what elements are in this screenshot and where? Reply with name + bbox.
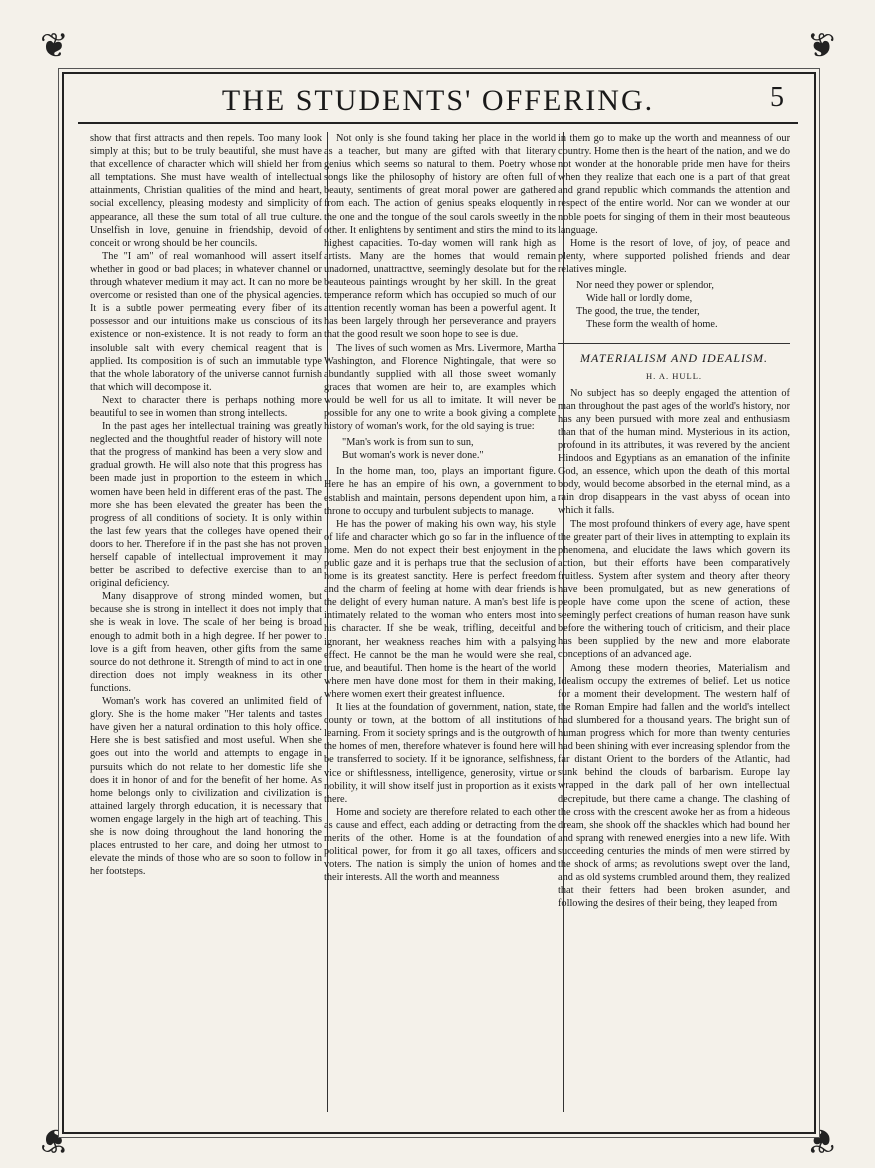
poem — [576, 279, 790, 331]
verse-line: But woman's work is never done." — [342, 450, 484, 462]
column-2 — [324, 132, 556, 1112]
column-1 — [90, 132, 322, 1112]
paragraph: Among these modern theories, Materialism and Idealism occupy the extremes of belief. Let us notice for a moment their development. The western half of the Roman Empire had fallen and the world's intellect had slumbered for a thousand years. The bright sun of human progress which for more than twenty centuries had been shining with ever increasing splendor from the far distant Orient to the borders of the Atlantic, had sunk behind the clouds of barbarism. Europe lay wrapped in the dark pall of her own intellectual decrepitude, but there came a change. The clashing of the cross with the crescent awoke her as from a hideous dream, she shook off the shackles which had bound her and sprang with renewed energies into a new life. With succeeding centuries the minds of men were stirred by the shock of arms; as revolutions swept over the land, and as old systems crumbled around them, they realized that their fetters had been broken asunder, and following the desires of their being, they leaped from — [558, 662, 790, 910]
article-author: H. A. HULL. — [645, 370, 703, 381]
corner-ornament-icon: ❦ — [40, 28, 69, 65]
paragraph: Many disapprove of strong minded women, but because she is strong in intellect it does not imply that she is weak in love. The scale of her being is broad enough to admit both in a high degree. If her power to love is a gift from heaven, other gifts from the same source do not dethrone it. Strength of mind to act in one direction does not imply weakness in its other functions. — [90, 591, 322, 694]
verse-line: These form the wealth of home. — [586, 319, 718, 331]
corner-ornament-icon: ❦ — [806, 28, 835, 65]
paragraph: The lives of such women as Mrs. Livermore, Martha Washington, and Florence Nightingale, that were so abundantly supplied with all those sweet womanly graces that women are heir to, are examples which would be well for us all to imitate. It will never be possible for any one to write a book giving a complete history of woman's work, for the old saying is true: — [324, 342, 556, 433]
corner-ornament-icon: ❦ — [806, 1121, 835, 1158]
paragraph: No subject has so deeply engaged the attention of man throughout the past ages of the world's history, nor has any been pursued with more zeal and enthusiasm than that of the human mind. Mysterious in its action, profound in its attributes, it was revered by the ancient Hindoos and Egyptians as an emanation of the infinite God, an essence, which upon the death of this mortal body, would become absorbed in the eternal mind, as a rain drop disappears in the vast abyss of ocean into which it falls. — [558, 387, 790, 517]
verse-line: Nor need they power or splendor, — [576, 280, 714, 292]
page-title: THE STUDENTS' OFFERING. — [221, 84, 655, 117]
column-3 — [558, 132, 790, 1112]
paragraph: It lies at the foundation of government, nation, state, county or town, at the bottom of all institutions of learning. From it society springs and is the outgrowth of the homes of men, therefore whatever is found here will be transferred to society. If it be ignorance, selfishness, vice or shiftlessness, intelligence, generosity, virtue or nobility, it will show itself just in proportion as it exists there. — [324, 702, 556, 805]
paragraph: In the home man, too, plays an important figure. Here he has an empire of his own, a government to establish and maintain, persons dependent upon him, a throne to occupy and turbulent subjects to manage. — [324, 466, 556, 517]
paragraph: In the past ages her intellectual training was greatly neglected and the thoughtful reader of history will note that the progress of mankind has been a very slow and gradual growth. He will also note that this progress has been made just in proportion to the esteem in which women have been held in different eras of the past. The more she has been elevated the greater has been the progress of all conditions of society. It is only within the last few years that the colleges have opened their doors to her. Therefore if in the past she has not proven herself capable of intellectual improvement it may better be ascribed to defective exercise than to an original deficiency. — [90, 421, 322, 590]
paragraph: Home is the resort of love, of joy, of peace and plenty, where supported polished friends and dear relatives mingle. — [558, 237, 790, 275]
paragraph: in them go to make up the worth and meanness of our country. Home then is the heart of the nation, and we do not wonder at the honorable pride men have for theirs when they realize that each one is a part of that great and grand republic which commands the attention and respect of the entire world. Nor can we wonder at our noble poets for singing of them in their most beauteous language. — [558, 133, 790, 236]
paragraph: show that first attracts and then repels. Too many look simply at this; but to be truly beautiful, she must have that excellence of character which will shield her from all temptations. She must have wealth of intellectual attainments, Christian qualities of the mind and heart, social excellency, pleasing modesty and simplicity of appearance, all these the sum total of all true culture. Unselfish in love, genuine in friendship, devoid of conceit or wrong should be her councils. — [90, 133, 322, 249]
paragraph: Home and society are therefore related to each other as cause and effect, each adding or detracting from the merits of the other. Home is at the foundation of political power, for from it go all taxes, officers and voters. The nation is simply the union of homes and their interests. All the worth and meanness — [324, 806, 556, 884]
paragraph: Next to character there is perhaps nothing more beautiful to see in women than strong intellects. — [90, 394, 322, 419]
verse-line: "Man's work is from sun to sun, — [342, 437, 474, 449]
verse-line: Wide hall or lordly dome, — [586, 293, 693, 305]
paragraph: Woman's work has covered an unlimited field of glory. She is the home maker "Her talents and tastes have given her a natural ordination to this holy office. Here she is best satisfied and most useful. When she goes out into the world and attempts to engage in pursuits which do not relate to her domestic life she does it in honor of and for the benefit of her home. As home belongs only to civilization and civilization is attained largely throrgh education, it is necessary that women engage largely in the high art of teaching. This she is now doing throughout the land honoring the places entrusted to her care, and doing her utmost to elevate the minds of those who are so soon to follow in her footsteps. — [90, 696, 322, 878]
corner-ornament-icon: ❦ — [40, 1121, 69, 1158]
verse-quote — [342, 436, 556, 462]
paragraph: Not only is she found taking her place in the world as a teacher, but many are gifted with that literary genius which seems so natural to them. Poetry whose songs like the philosophy of history are often full of beauty, sentiments of great moral power are gathered from each. The action of genius speaks eloquently in the one and the tongue of the soul carols sweetly in the other. It enlightens by sentiment and stirs the mind to its highest capacities. To-day women will rank high as artists. Many are the homes that would remain unadorned, unattracttve, seemingly desolate but for the beauteous paintings wrought by her skill. In the great temperance reform which has occupied so much of our attention recently woman has been a powerful agent. It has been largely through her perseverance and prayers that the good result we soon hope to see is due. — [324, 133, 556, 341]
paragraph: The "I am" of real womanhood will assert itself whether in good or bad places; in whatever channel or through whatever medium it may act. It can no more be overcome or resisted than one of the physical agencies. It is a subtle power permeating every fiber of its possessor and our intuitions make us conscious of its existence or non-existence. It is not ready to form an insoluble salt with every chemical reagent that is applied. Its composition is of such an immutable type that the whole laboratory of the universe cannot furnish that which will decompose it. — [90, 250, 322, 393]
verse-line: The good, the true, the tender, — [576, 306, 700, 318]
article-columns — [90, 132, 790, 1112]
article-title: MATERIALISM AND IDEALISM. — [558, 343, 790, 365]
page-header — [78, 82, 798, 124]
paragraph: He has the power of making his own way, his style of life and character which go so far in the influence of home. Men do not expect their best enjoyment in the public gaze and it is perhaps true that the seclusion of home is its greatest sanctity. Here is perfect freedom and the charm of feeling at home with dear friends is the delight of every human nature. A man's best life is intimately related to the woman who enters most into his character. If she be weak, trifling, deceitful and ignorant, her weakness reaches him with a palsying effect. He cannot be the man he would were she real, true, and beautiful. Then home is the heart of the world where men have done most for them in their making, where women exert their greatest influence. — [324, 518, 556, 700]
paragraph: The most profound thinkers of every age, have spent the greater part of their lives in attempting to explain its phenomena, and elucidate the laws which govern its action, but their efforts have been comparatively fruitless. System after system and theory after theory have been promulgated, but as new generations of people have come upon the scene of action, these seemingly perfect creations of human reason have sunk before the withering touch of criticism, and their place has been supplied by the new and more elaborate conceptions of an advanced age. — [558, 518, 790, 661]
page-number: 5 — [770, 82, 784, 113]
